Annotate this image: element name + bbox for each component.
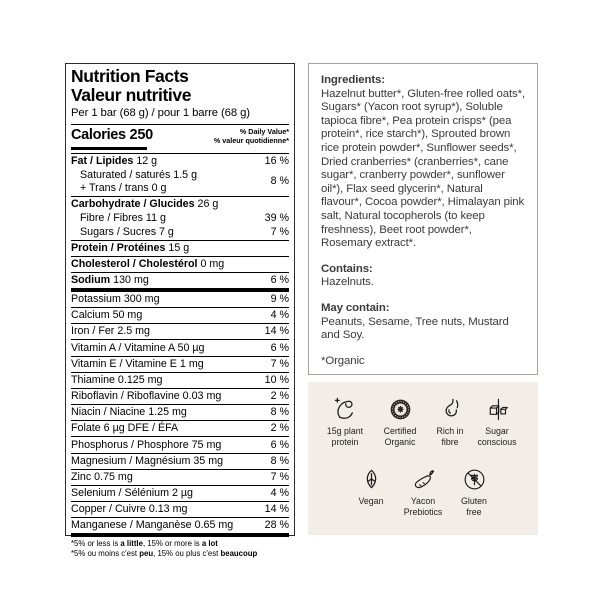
badge-yacon-prebiotics: Yacon Prebiotics (390, 466, 456, 519)
mineral-row: Thiamine 0.125 mg 10 % (71, 372, 289, 388)
calories-row (71, 125, 289, 146)
may-contain-paragraph (321, 302, 525, 343)
plant-protein-arm-icon (332, 396, 359, 423)
sodium-row: Sodium 130 mg 6 % (71, 272, 289, 288)
gluten-free-icon (461, 466, 488, 493)
ingredients-paragraph (321, 74, 525, 251)
mineral-row: Riboflavin / Riboflavine 0.03 mg 2 % (71, 388, 289, 404)
contains-paragraph (321, 263, 525, 290)
badge-rich-in-fibre: Rich in fibre (417, 396, 483, 449)
nutrition-title-fr: Valeur nutritive (71, 84, 192, 105)
daily-value-header: % Daily Value* % valeur quotidienne* (213, 126, 289, 145)
ingredients-panel (308, 63, 538, 375)
cholesterol-row: Cholesterol / Cholestérol 0 mg (71, 256, 289, 272)
mineral-row: Manganese / Manganèse 0.65 mg 28 % (71, 517, 289, 533)
contains-heading: Contains: (321, 262, 373, 275)
nutrition-facts-panel (65, 63, 295, 559)
saturated-trans-row: Saturated / saturés 1.5 g + Trans / trans 0 g 8 % (80, 169, 289, 194)
mineral-row: Calcium 50 mg 4 % (71, 307, 289, 323)
mineral-row: Phosphorus / Phosphore 75 mg 6 % (71, 436, 289, 452)
mineral-row: Folate 6 µg DFE / ÉFA 2 % (71, 420, 289, 436)
calories-underline-bar (71, 147, 147, 151)
badge-sugar-conscious: Sugar conscious (464, 396, 530, 449)
contains-text: Hazelnuts. (321, 276, 374, 289)
may-contain-heading: May contain: (321, 301, 390, 314)
calories-value: Calories 250 (71, 126, 153, 143)
mineral-row: Niacin / Niacine 1.25 mg 8 % (71, 404, 289, 420)
protein-row: Protein / Protéines 15 g (71, 240, 289, 256)
fat-row: Fat / Lipides 12 g 16 % (71, 155, 289, 168)
badge-plant-protein: 15g plant protein (312, 396, 378, 449)
vegan-leaf-icon (358, 466, 385, 493)
mineral-row: Iron / Fer 2.5 mg 14 % (71, 323, 289, 339)
stomach-fibre-icon (437, 396, 464, 423)
mineral-row: Vitamin E / Vitamine E 1 mg 7 % (71, 356, 289, 372)
sugars-row: Sugars / Sucres 7 g 7 % (80, 225, 289, 238)
mineral-row: Selenium / Sélénium 2 µg 4 % (71, 485, 289, 501)
carbohydrate-row: Carbohydrate / Glucides 26 g (71, 196, 289, 212)
product-badges-panel (308, 382, 538, 535)
badge-gluten-free: Gluten free (441, 466, 507, 519)
may-contain-text: Peanuts, Sesame, Tree nuts, Mustard and Soy. (321, 315, 509, 342)
serving-size: Per 1 bar (68 g) / pour 1 barre (68 g) (71, 107, 250, 120)
organic-note: *Organic (321, 354, 365, 367)
badge-vegan: Vegan (338, 466, 404, 507)
mineral-row: Copper / Cuivre 0.13 mg 14 % (71, 501, 289, 517)
mineral-row: Magnesium / Magnésium 35 mg 8 % (71, 453, 289, 469)
sugar-cubes-icon (484, 396, 511, 423)
ingredients-heading: Ingredients: (321, 74, 385, 86)
badge-certified-organic: Certified Organic (367, 396, 433, 449)
mineral-row: Potassium 300 mg 9 % (71, 293, 289, 306)
mineral-row: Zinc 0.75 mg 7 % (71, 469, 289, 485)
ingredients-text: Hazelnut butter*, Gluten-free rolled oats*, Sugars* (Yacon root syrup*), Soluble tapioca fibre*, Pea protein crisps* (pea protein*, rice starch*), Sprouted brown rice protein powder*, Sunflower seeds*, Dried cranberries* (cranberries*, cane sugar*, cranberry powder*, sunflower oil*), Flax seed glycerin*, Natural flavour*, Cocoa powder*, Himalayan pink salt, Natural tocopherols (to keep freshness), Beet root powder*, Rosemary extract*. (321, 87, 526, 250)
certified-organic-icon (387, 396, 414, 423)
nutrition-title-en: Nutrition Facts (71, 66, 189, 86)
mineral-row: Vitamin A / Vitamine A 50 µg 6 % (71, 339, 289, 355)
daily-value-footnote: *5% or less is a little, 15% or more is a lot *5% ou moins c'est peu, 15% ou plus c'est beaucoup (71, 538, 258, 559)
yacon-root-icon (410, 466, 437, 493)
fibre-row: Fibre / Fibres 11 g 39 % (80, 211, 289, 224)
